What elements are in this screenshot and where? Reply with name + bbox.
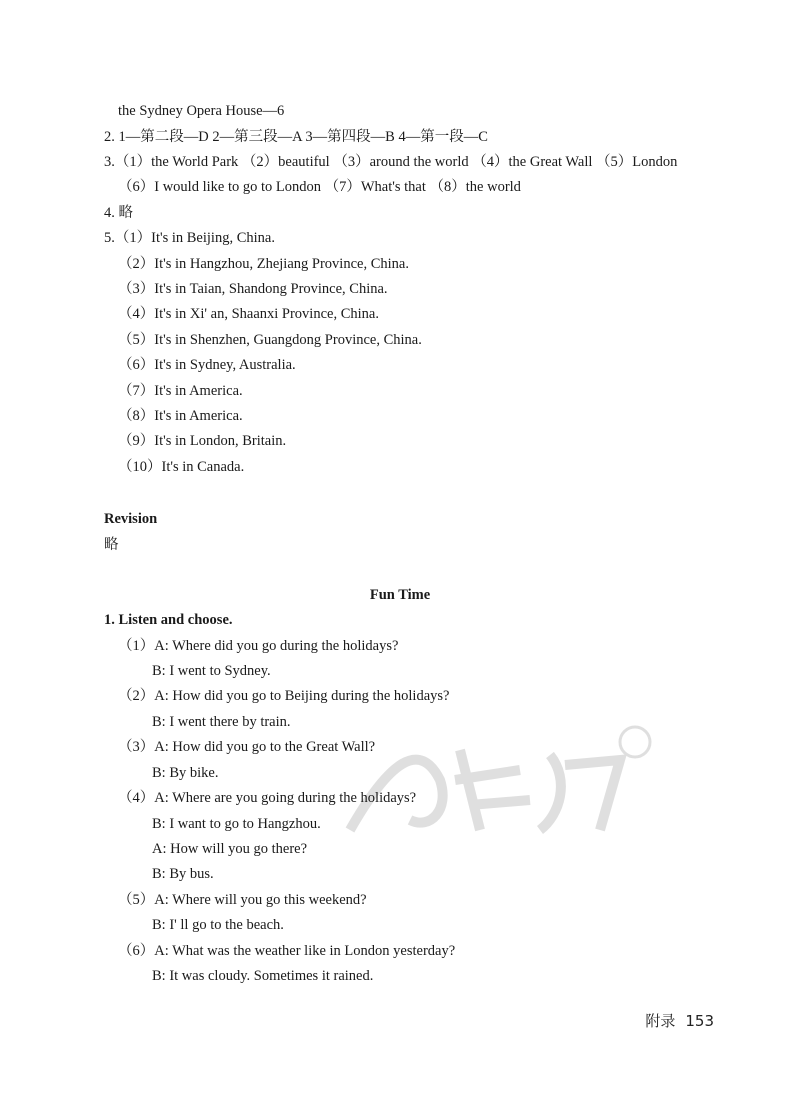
answer-line: （5）It's in Shenzhen, Guangdong Province, China. [118, 332, 422, 348]
revision-heading: Revision [104, 511, 158, 527]
funtime-section-title: 1. Listen and choose. [104, 612, 233, 628]
answer-line: 4. 略 [104, 205, 133, 221]
answer-line: （4）It's in Xi' an, Shaanxi Province, China. [118, 306, 379, 322]
dialogue-line: （4）A: Where are you going during the holidays? [118, 790, 417, 806]
dialogue-line: B: By bus. [152, 866, 214, 882]
answer-line: （6）It's in Sydney, Australia. [118, 357, 296, 373]
dialogue-line: B: It was cloudy. Sometimes it rained. [152, 968, 374, 984]
answer-line: （9）It's in London, Britain. [118, 433, 287, 449]
answer-line: （6）I would like to go to London （7）What's that （8）the world [118, 179, 521, 195]
answer-line: 3.（1）the World Park （2）beautiful （3）around the world （4）the Great Wall （5）London [104, 154, 678, 170]
dialogue-line: （1）A: Where did you go during the holidays? [118, 638, 399, 654]
dialogue-line: （6）A: What was the weather like in London yesterday? [118, 943, 456, 959]
publisher-watermark [330, 720, 660, 850]
watermark-graphic [330, 720, 660, 850]
dialogue-line: （2）A: How did you go to Beijing during the holidays? [118, 688, 450, 704]
dialogue-line: A: How will you go there? [152, 841, 308, 857]
answer-line: （2）It's in Hangzhou, Zhejiang Province, China. [118, 256, 409, 272]
funtime-heading: Fun Time [369, 587, 431, 603]
dialogue-line: B: By bike. [152, 765, 219, 781]
answer-line: the Sydney Opera House—6 [118, 103, 285, 119]
dialogue-line: B: I went there by train. [152, 714, 291, 730]
answer-line: 2. 1—第二段—D 2—第三段—A 3—第四段—B 4—第一段—C [104, 129, 488, 145]
footer-label: 附录 [645, 1012, 676, 1030]
answer-line: （10）It's in Canada. [118, 459, 245, 475]
answer-line: （7）It's in America. [118, 383, 243, 399]
dialogue-line: （5）A: Where will you go this weekend? [118, 892, 367, 908]
revision-body: 略 [104, 537, 119, 553]
dialogue-line: B: I want to go to Hangzhou. [152, 816, 321, 832]
answer-line: 5.（1）It's in Beijing, China. [104, 230, 275, 246]
answer-line: （8）It's in America. [118, 408, 243, 424]
dialogue-line: B: I' ll go to the beach. [152, 917, 284, 933]
dialogue-line: （3）A: How did you go to the Great Wall? [118, 739, 376, 755]
dialogue-line: B: I went to Sydney. [152, 663, 271, 679]
page-footer [645, 1010, 714, 1031]
page-number: 153 [685, 1012, 714, 1030]
answer-line: （3）It's in Taian, Shandong Province, China. [118, 281, 388, 297]
